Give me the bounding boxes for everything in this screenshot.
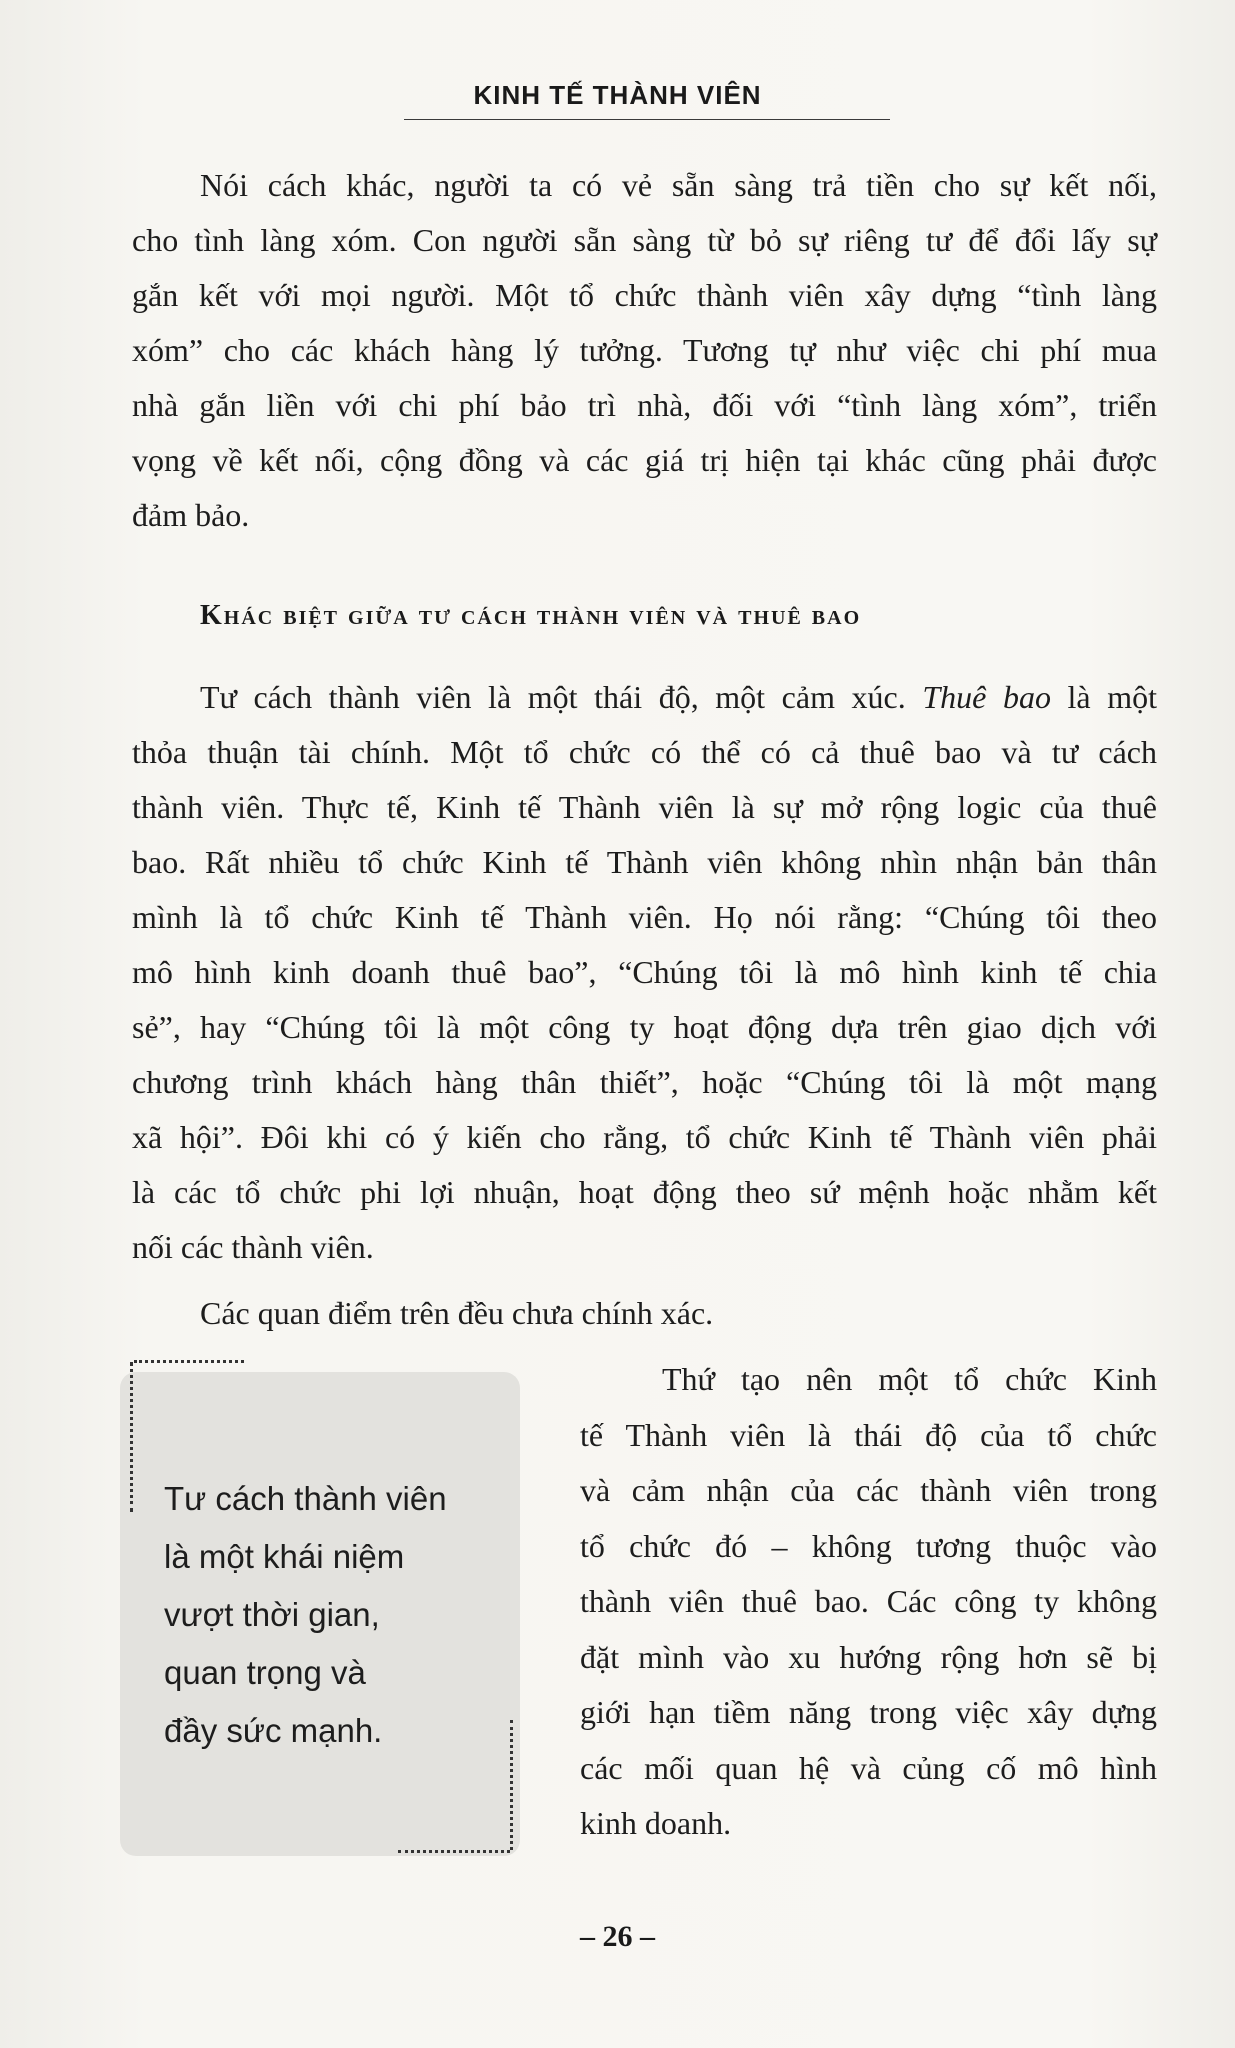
paragraph-intro xyxy=(132,158,1157,543)
text-line: thành viên thuê bao. Các công ty không xyxy=(580,1583,1157,1619)
text-line: kinh doanh. xyxy=(580,1805,732,1841)
text-line: Nói cách khác, người ta có vẻ sẵn sàng trả tiền cho sự kết nối, xyxy=(200,167,1157,203)
paragraph-side xyxy=(580,1352,1157,1852)
text-line: thành viên. Thực tế, Kinh tế Thành viên là sự mở rộng logic của thuê xyxy=(132,789,1157,825)
pull-quote-text xyxy=(164,1470,447,1760)
italic-term: Thuê bao xyxy=(922,679,1051,715)
pull-quote-line: Tư cách thành viên xyxy=(164,1480,447,1517)
text-line xyxy=(132,670,1157,725)
pull-quote-line: đầy sức mạnh. xyxy=(164,1712,383,1749)
text-line: xã hội”. Đôi khi có ý kiến cho rằng, tổ chức Kinh tế Thành viên phải xyxy=(132,1119,1157,1155)
text-line: tổ chức đó – không tương thuộc vào xyxy=(580,1527,1157,1564)
text-line: nối các thành viên. xyxy=(132,1229,374,1265)
pull-quote-line: vượt thời gian, xyxy=(164,1596,380,1633)
text-line: gắn kết với mọi người. Một tổ chức thành viên xây dựng “tình làng xyxy=(132,277,1157,313)
text-line: và cảm nhận của các thành viên trong xyxy=(580,1472,1157,1508)
text-line: chương trình khách hàng thân thiết”, hoặc “Chúng tôi là một mạng xyxy=(132,1064,1157,1100)
text-line: nhà gắn liền với chi phí bảo trì nhà, đối với “tình làng xóm”, triển xyxy=(132,387,1157,423)
text-line: Thứ tạo nên một tổ chức Kinh xyxy=(662,1361,1157,1397)
text-line: sẻ”, hay “Chúng tôi là một công ty hoạt động dựa trên giao dịch với xyxy=(132,1009,1157,1045)
pull-quote-line: là một khái niệm xyxy=(164,1538,405,1575)
text-line: tế Thành viên là thái độ của tổ chức xyxy=(580,1416,1157,1453)
pull-quote-line: quan trọng và xyxy=(164,1654,366,1691)
pull-quote-dotted-border xyxy=(510,1720,513,1850)
text-line: là các tổ chức phi lợi nhuận, hoạt động theo sứ mệnh hoặc nhằm kết xyxy=(132,1174,1157,1210)
text-line: thỏa thuận tài chính. Một tổ chức có thể có cả thuê bao và tư cách xyxy=(132,734,1157,770)
text-run: là một xyxy=(1050,679,1158,715)
text-run: Tư cách thành viên là một thái độ, một cảm xúc. xyxy=(200,679,923,715)
text-line: mình là tổ chức Kinh tế Thành viên. Họ nói rằng: “Chúng tôi theo xyxy=(132,899,1157,935)
pull-quote-dotted-border xyxy=(134,1360,244,1363)
text-line: giới hạn tiềm năng trong việc xây dựng xyxy=(580,1694,1157,1730)
header-rule xyxy=(404,119,890,120)
paragraph-membership-vs-subscription xyxy=(132,670,1157,1275)
text-line: đặt mình vào xu hướng rộng hơn sẽ bị xyxy=(580,1638,1157,1675)
text-line: các mối quan hệ và củng cố mô hình xyxy=(580,1749,1157,1786)
text-line: xóm” cho các khách hàng lý tưởng. Tương tự như việc chi phí mua xyxy=(132,332,1157,368)
text-line: bao. Rất nhiều tổ chức Kinh tế Thành viên không nhìn nhận bản thân xyxy=(132,844,1157,880)
text-line: Các quan điểm trên đều chưa chính xác. xyxy=(200,1295,714,1331)
text-line: cho tình làng xóm. Con người sẵn sàng từ bỏ sự riêng tư để đổi lấy sự xyxy=(132,222,1157,258)
section-heading: Khác biệt giữa tư cách thành viên và thuê bao xyxy=(200,600,862,631)
pull-quote-dotted-border xyxy=(130,1362,133,1512)
pull-quote-dotted-border xyxy=(398,1850,510,1853)
running-head: KINH TẾ THÀNH VIÊN xyxy=(473,80,762,110)
paragraph-conclusion xyxy=(132,1286,1157,1341)
text-line: vọng về kết nối, cộng đồng và các giá trị hiện tại khác cũng phải được xyxy=(132,442,1157,478)
page-number: – 26 – xyxy=(580,1920,655,1953)
text-line: đảm bảo. xyxy=(132,497,250,533)
text-line: mô hình kinh doanh thuê bao”, “Chúng tôi là mô hình kinh tế chia xyxy=(132,954,1157,990)
